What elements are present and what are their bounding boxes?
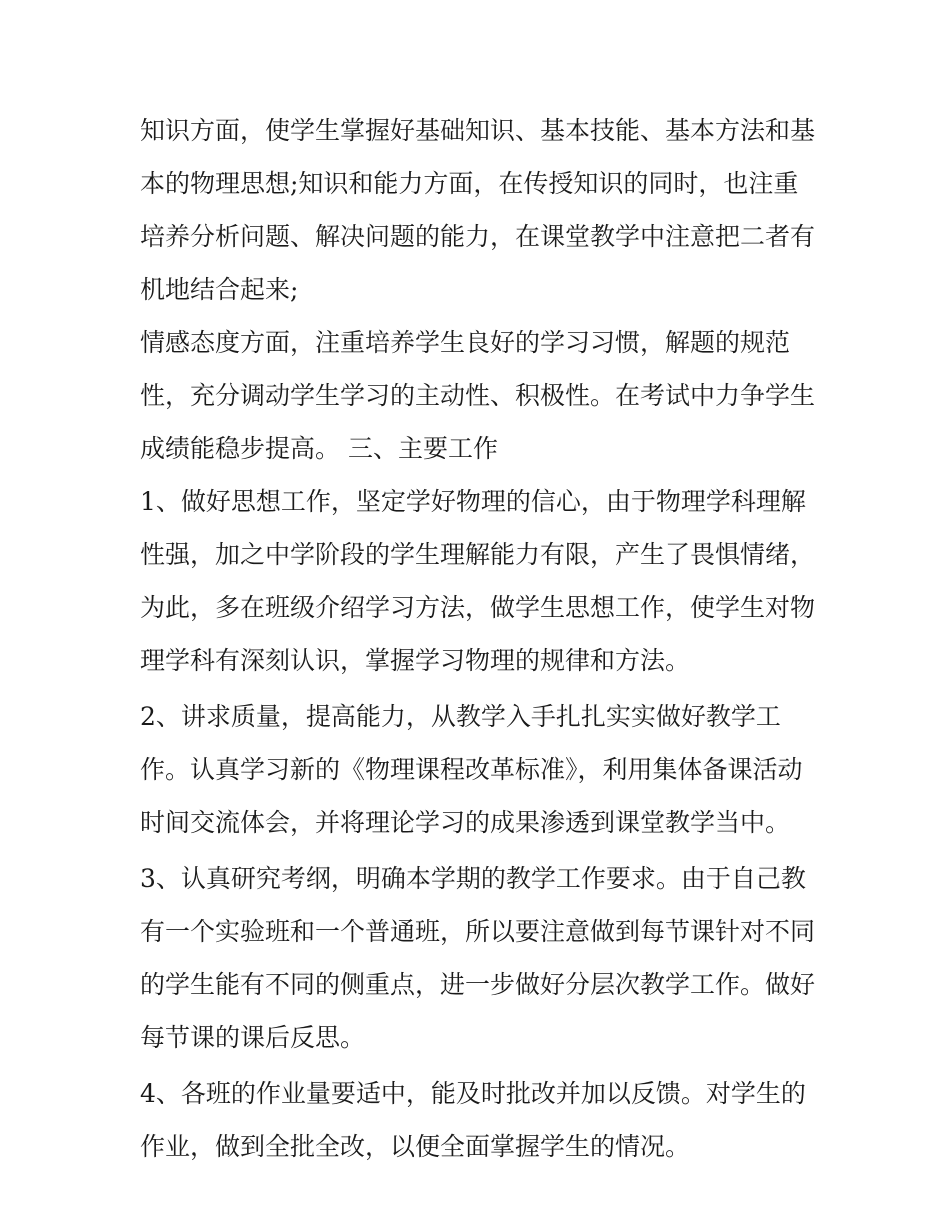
text-line: 培养分析问题、解决问题的能力，在课堂教学中注意把二者有 xyxy=(140,222,816,251)
text-line: 每节课的课后反思。 xyxy=(140,1023,366,1052)
text-line: 有一个实验班和一个普通班，所以要注意做到每节课针对不同 xyxy=(140,917,816,946)
text-line: 为此，多在班级介绍学习方法，做学生思想工作，使学生对物 xyxy=(140,593,816,622)
paragraph-item-3 xyxy=(140,852,820,1064)
text-line: 成绩能稳步提高。 三、主要工作 xyxy=(140,434,498,463)
text-line: 1、做好思想工作，坚定学好物理的信心，由于物理学科理解 xyxy=(140,487,806,516)
text-line: 作。认真学习新的《物理课程改革标准》，利用集体备课活动 xyxy=(140,755,803,784)
text-line: 知识方面，使学生掌握好基础知识、基本技能、基本方法和基 xyxy=(140,116,816,145)
text-line: 机地结合起来; xyxy=(140,275,299,304)
text-line: 4、各班的作业量要适中，能及时批改并加以反馈。对学生的 xyxy=(140,1079,806,1108)
text-line: 理学科有深刻认识，掌握学习物理的规律和方法。 xyxy=(140,646,691,675)
paragraph-item-1 xyxy=(140,475,820,687)
text-line: 的学生能有不同的侧重点，进一步做好分层次教学工作。做好 xyxy=(140,970,816,999)
paragraph-item-4 xyxy=(140,1067,820,1173)
paragraph-knowledge-goals xyxy=(140,104,820,316)
text-line: 本的物理思想;知识和能力方面，在传授知识的同时，也注重 xyxy=(140,169,799,198)
text-line: 3、认真研究考纲，明确本学期的教学工作要求。由于自己教 xyxy=(140,864,806,893)
text-line: 性强，加之中学阶段的学生理解能力有限，产生了畏惧情绪， xyxy=(140,540,816,569)
paragraph-attitude-goals xyxy=(140,316,820,475)
text-line: 2、讲求质量，提高能力，从教学入手扎扎实实做好教学工 xyxy=(140,702,781,731)
paragraph-item-2 xyxy=(140,690,820,849)
text-line: 情感态度方面，注重培养学生良好的学习习惯，解题的规范 xyxy=(140,328,791,357)
text-line: 性，充分调动学生学习的主动性、积极性。在考试中力争学生 xyxy=(140,381,816,410)
document-body xyxy=(140,104,820,1173)
text-line: 作业，做到全批全改，以便全面掌握学生的情况。 xyxy=(140,1132,691,1161)
text-line: 时间交流体会，并将理论学习的成果渗透到课堂教学当中。 xyxy=(140,808,791,837)
